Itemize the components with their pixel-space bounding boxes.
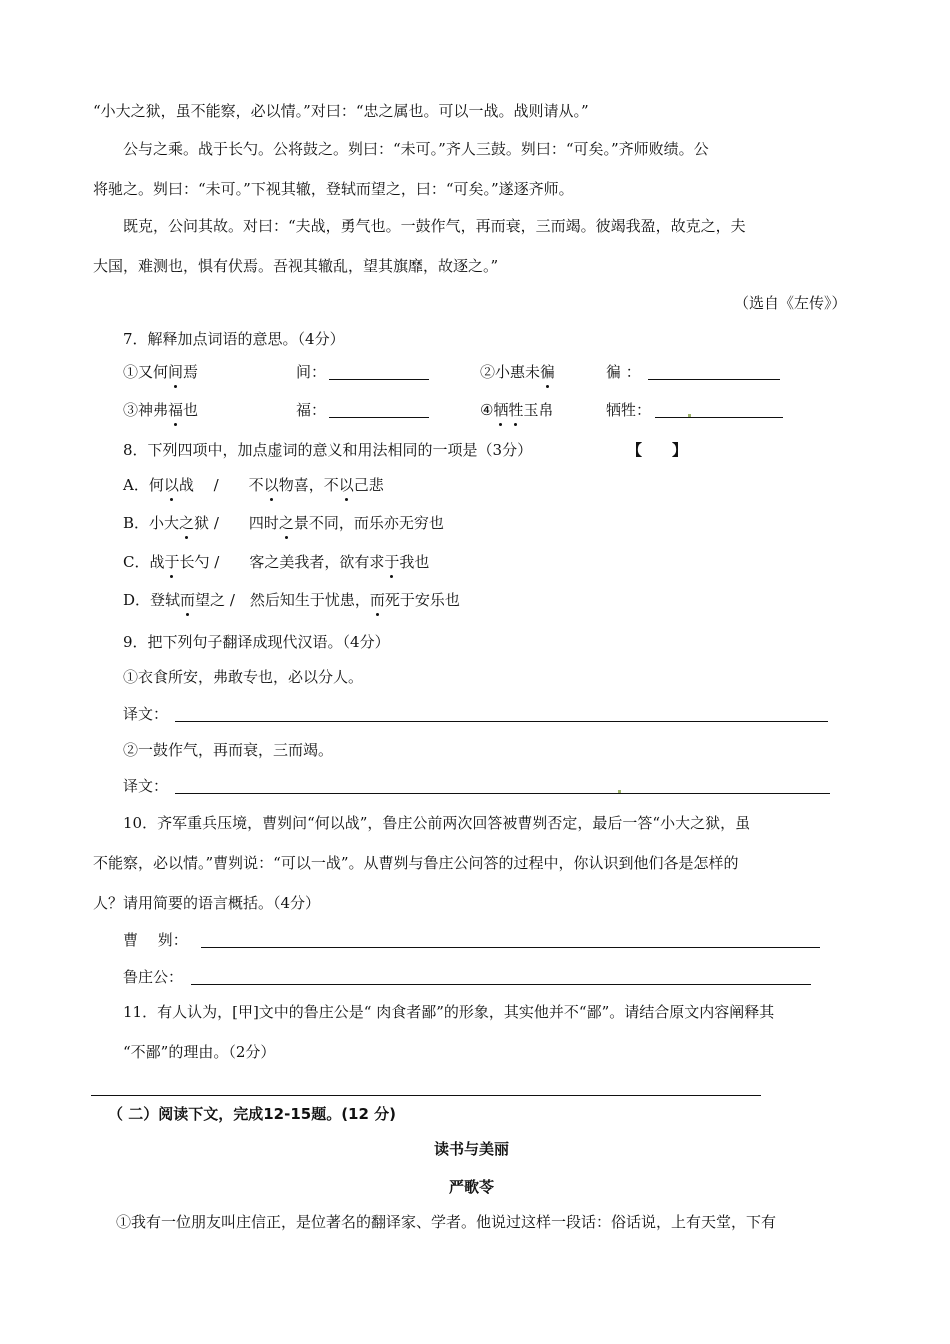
q8-b-dot2: 之: [278, 514, 294, 532]
q7-item-4-blank[interactable]: [655, 417, 783, 418]
scan-speck: [688, 414, 691, 417]
q7-item-4-dotted-1: 牺: [493, 401, 509, 419]
article-paragraph-1: ①我有一位朋友叫庄信正，是位著名的翻译家、学者。他说过这样一段话：俗话说，上有天堂，下有: [116, 1213, 777, 1231]
q8-d-dot2: 而: [369, 591, 385, 609]
q10-lu-label: 鲁庄公：: [123, 968, 184, 986]
q7-item-2: [480, 362, 555, 382]
q9-sentence-2: ②一鼓作气，再而衰，三而竭。: [123, 741, 334, 759]
q8-a-seg3: 物喜，不: [278, 476, 339, 494]
q8-b-dot1: 之: [179, 514, 195, 532]
q7-item-3-blank[interactable]: [329, 417, 429, 418]
q7-item-4: [480, 400, 554, 420]
passage-line-3a: 既克，公问其故。对曰：“夫战，勇气也。一鼓作气，再而衰，三而竭。彼竭我盈，故克之，夫: [123, 217, 746, 235]
q7-item-4-dotted-2: 牲: [508, 401, 524, 419]
q7-item-2-dotted: 徧: [540, 363, 556, 381]
passage-source: （选自《左传》）: [734, 294, 847, 312]
passage-line-2a: 公与之乘。战于长勺。公将鼓之。刿曰：“未可。”齐人三鼓。刿曰：“可矣。”齐师败绩。公: [123, 140, 709, 158]
q7-item-4-post: 玉帛: [523, 401, 554, 419]
q7-item-1-pre: ①又何: [123, 363, 169, 381]
section-2-heading: （ 二）阅读下文，完成12-15题。(12 分): [108, 1105, 397, 1123]
q11-line-2: “不鄙”的理由。（2分）: [123, 1043, 276, 1061]
q8-option-d[interactable]: [123, 590, 460, 610]
q9-sentence-1: ①衣食所安，弗敢专也，必以分人。: [123, 668, 364, 686]
q8-d-seg1: D．登轼: [123, 591, 181, 609]
q8-b-seg2: 狱 / 四时: [194, 514, 279, 532]
q10-line-1: 10．齐军重兵压境，曹刿问“何以战”，鲁庄公前两次回答被曹刿否定，最后一答“小大之狱，虽: [123, 814, 751, 832]
q7-item-3: [123, 400, 198, 420]
q8-d-dot1: 而: [180, 591, 196, 609]
q9-answer-1-label: 译文：: [123, 705, 169, 723]
q8-d-seg2: 望之 / 然后知生于忧患，: [195, 591, 370, 609]
q8-c-dot2: 于: [384, 553, 400, 571]
article-author: 严歌苓: [449, 1178, 495, 1196]
q8-a-dot2: 以: [263, 476, 279, 494]
q8-title: 8．下列四项中，加点虚词的意义和用法相同的一项是（3分）: [123, 441, 533, 459]
q8-a-dot3: 以: [338, 476, 354, 494]
q9-answer-2-line[interactable]: [175, 793, 830, 794]
q7-item-2-blank[interactable]: [648, 379, 780, 380]
q8-option-b[interactable]: [123, 513, 444, 533]
q8-c-seg3: 我也: [399, 553, 430, 571]
q8-b-seg3: 景不同，而乐亦无穷也: [293, 514, 444, 532]
q8-a-seg4: 己悲: [353, 476, 384, 494]
passage-line-3b: 大国，难测也，惧有伏焉。吾视其辙乱，望其旗靡，故逐之。”: [93, 257, 499, 275]
q7-item-1-blank[interactable]: [329, 379, 429, 380]
q11-answer-line[interactable]: [91, 1095, 761, 1096]
q7-item-4-pre: ④: [480, 401, 494, 419]
q8-c-dot1: 于: [164, 553, 180, 571]
q10-cao-answer-line[interactable]: [201, 947, 820, 948]
q8-answer-bracket[interactable]: 【 】: [627, 441, 688, 459]
q10-cao-label: 曹 刿：: [123, 931, 188, 949]
passage-line-2b: 将驰之。刿曰：“未可。”下视其辙，登轼而望之，曰：“可矣。”遂逐齐师。: [93, 180, 574, 198]
q10-line-3: 人？请用简要的语言概括。（4分）: [93, 894, 321, 912]
q8-c-seg1: C．战: [123, 553, 165, 571]
q9-answer-1-line[interactable]: [175, 721, 828, 722]
scan-speck: [618, 790, 621, 793]
q7-item-2-label: 徧 ：: [606, 363, 641, 381]
q7-item-1-label: 间：: [296, 363, 327, 381]
q7-item-2-pre: ②小惠未: [480, 363, 541, 381]
q11-line-1: 11．有人认为，[甲]文中的鲁庄公是“ 肉食者鄙”的形象，其实他并不“鄙”。请结合原文内容阐释其: [123, 1003, 775, 1021]
q7-item-3-dotted: 福: [168, 401, 184, 419]
q8-b-seg1: B．小大: [123, 514, 180, 532]
q7-item-1: [123, 362, 198, 382]
q7-title: 7．解释加点词语的意思。（4分）: [123, 330, 345, 348]
q8-c-seg2: 长勺 / 客之美我者，欲有求: [179, 553, 385, 571]
q7-item-1-post: 焉: [183, 363, 199, 381]
q7-item-3-pre: ③神弗: [123, 401, 169, 419]
q7-item-4-label: 牺牲：: [606, 401, 652, 419]
q8-d-seg3: 死于安乐也: [384, 591, 460, 609]
q7-item-3-post: 也: [183, 401, 199, 419]
q7-item-3-label: 福：: [296, 401, 327, 419]
q8-a-seg1: A．何: [123, 476, 164, 494]
q10-lu-answer-line[interactable]: [191, 984, 811, 985]
q8-a-seg2: 战 / 不: [178, 476, 264, 494]
q9-title: 9．把下列句子翻译成现代汉语。（4分）: [123, 633, 390, 651]
passage-line-1: “小大之狱，虽不能察，必以情。”对曰：“忠之属也。可以一战。战则请从。”: [93, 102, 589, 120]
q8-a-dot1: 以: [163, 476, 179, 494]
q10-line-2: 不能察，必以情。”曹刿说：“可以一战”。从曹刿与鲁庄公问答的过程中，你认识到他们各是怎样的: [93, 854, 739, 872]
q7-item-1-dotted: 间: [168, 363, 184, 381]
q8-option-c[interactable]: [123, 552, 429, 572]
q9-answer-2-label: 译文：: [123, 777, 169, 795]
article-title: 读书与美丽: [434, 1140, 510, 1158]
q8-option-a[interactable]: [123, 475, 384, 495]
